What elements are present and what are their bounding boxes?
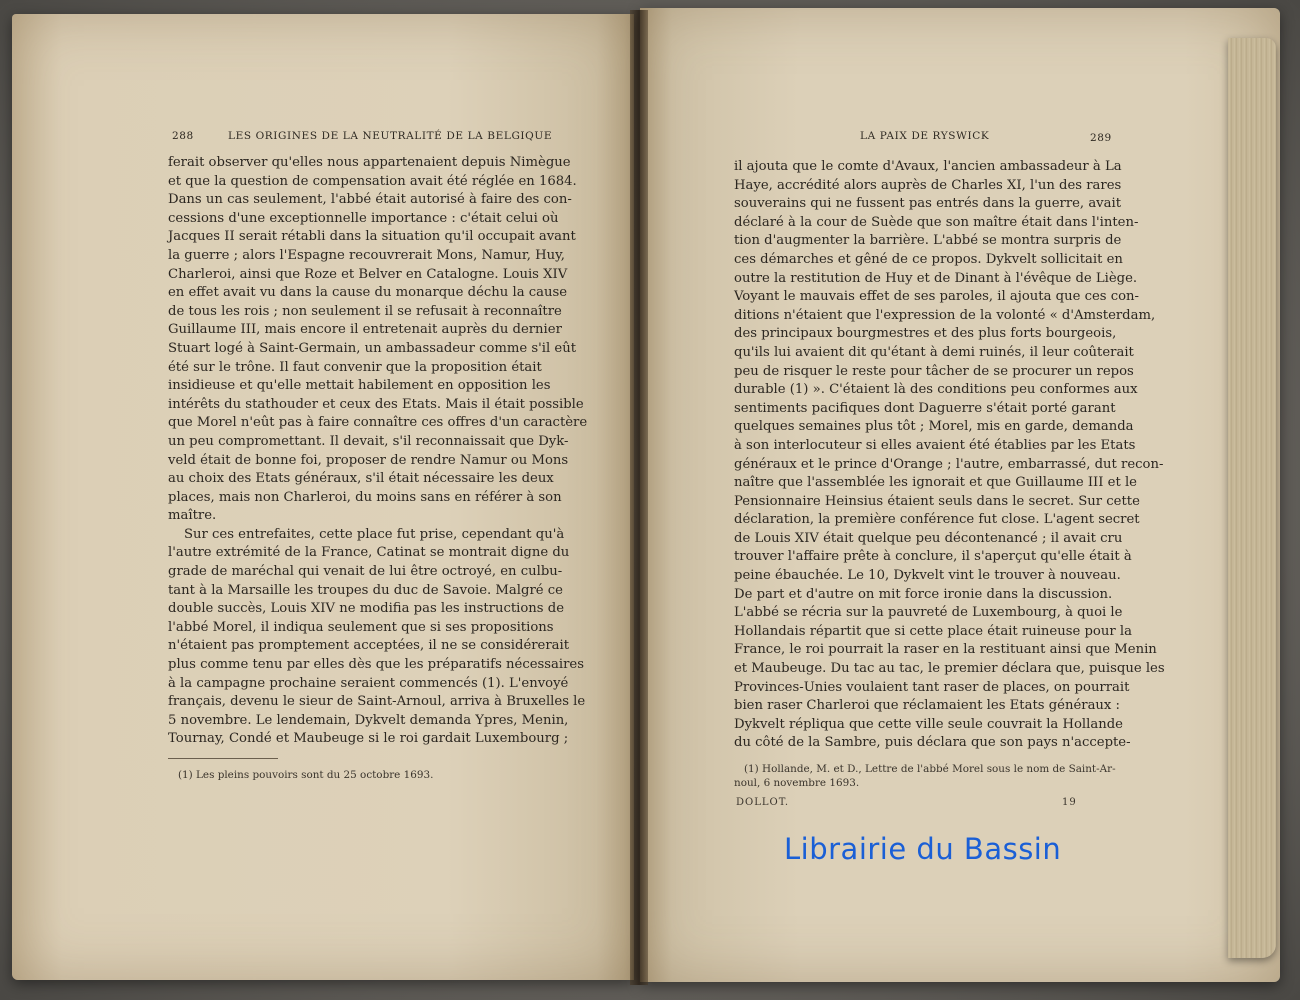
- text-line: peine ébauchée. Le 10, Dykvelt vint le trouver à nouveau.: [734, 568, 1121, 584]
- left-body-text: [168, 154, 588, 749]
- right-body-text: [734, 158, 1165, 753]
- text-line: que Morel n'eût pas à faire connaître ces offres d'un caractère: [168, 415, 588, 431]
- text-line: Pensionnaire Heinsius étaient seuls dans le secret. Sur cette: [734, 493, 1140, 509]
- text-line: et Maubeuge. Du tac au tac, le premier déclara que, puisque les: [734, 661, 1165, 677]
- text-line: Provinces-Unies voulaient tant raser de places, on pourrait: [734, 679, 1130, 695]
- left-running-head: LES ORIGINES DE LA NEUTRALITÉ DE LA BELGIQUE: [228, 130, 553, 142]
- text-line: Dykvelt répliqua que cette ville seule couvrait la Hollande: [734, 716, 1123, 732]
- text-line: au choix des Etats généraux, s'il était nécessaire les deux: [168, 471, 554, 487]
- text-line: France, le roi pourrait la raser en la restituant ainsi que Menin: [734, 642, 1157, 658]
- text-line: naître que l'assemblée les ignorait et que Guillaume III et le: [734, 475, 1137, 491]
- right-footnote-line-1: (1) Hollande, M. et D., Lettre de l'abbé Morel sous le nom de Saint-Ar-: [744, 763, 1116, 775]
- right-footnote-line-2: noul, 6 novembre 1693.: [734, 777, 860, 789]
- text-line: n'étaient pas promptement acceptées, il ne se considérerait: [168, 638, 570, 654]
- text-line: peu de risquer le reste pour tâcher de se procurer un repos: [734, 363, 1134, 379]
- text-line: cessions d'une exceptionnelle importance : c'était celui où: [168, 210, 559, 226]
- text-line: Guillaume III, mais encore il entretenait auprès du dernier: [168, 322, 562, 338]
- text-line: qu'ils lui avaient dit qu'étant à demi ruinés, il leur coûterait: [734, 344, 1134, 360]
- text-line: ces démarches et gêné de ce propos. Dykvelt sollicitait en: [734, 251, 1123, 267]
- text-line: Dans un cas seulement, l'abbé était autorisé à faire des con-: [168, 192, 572, 208]
- text-line: maître.: [168, 508, 217, 524]
- text-line: bien raser Charleroi que réclamaient les Etats généraux :: [734, 698, 1120, 714]
- text-line: De part et d'autre on mit force ironie dans la discussion.: [734, 586, 1113, 602]
- text-line: déclaration, la première conférence fut close. L'agent secret: [734, 512, 1140, 528]
- right-running-head: LA PAIX DE RYSWICK: [860, 130, 990, 142]
- text-line: quelques semaines plus tôt ; Morel, mis en garde, demanda: [734, 419, 1134, 435]
- text-line: été sur le trône. Il faut convenir que la proposition était: [168, 359, 542, 375]
- text-line: Tournay, Condé et Maubeuge si le roi gardait Luxembourg ;: [168, 731, 569, 747]
- text-line: Voyant le mauvais effet de ses paroles, il ajouta que ces con-: [734, 289, 1139, 305]
- page-edges: [1228, 38, 1276, 958]
- left-footnote-rule: [168, 758, 278, 759]
- text-line: outre la restitution de Huy et de Dinant à l'évêque de Liège.: [734, 270, 1138, 286]
- text-line: insidieuse et qu'elle mettait habilement en opposition les: [168, 378, 551, 394]
- text-line: l'abbé Morel, il indiqua seulement que si ses propositions: [168, 619, 554, 635]
- right-page-number: 289: [1090, 132, 1112, 144]
- text-line: Charleroi, ainsi que Roze et Belver en Catalogne. Louis XIV: [168, 266, 568, 282]
- book-gutter: [630, 10, 648, 985]
- text-line: trouver l'affaire prête à conclure, il s'aperçut qu'elle était à: [734, 549, 1132, 565]
- text-line: français, devenu le sieur de Saint-Arnoul, arriva à Bruxelles le: [168, 694, 586, 710]
- text-line: durable (1) ». C'étaient là des conditions peu conformes aux: [734, 382, 1138, 398]
- text-line: Sur ces entrefaites, cette place fut prise, cependant qu'à: [184, 526, 565, 542]
- text-line: et que la question de compensation avait été réglée en 1684.: [168, 173, 577, 189]
- text-line: généraux et le prince d'Orange ; l'autre, embarrassé, dut recon-: [734, 456, 1164, 472]
- text-line: souverains qui ne fussent pas entrés dans la guerre, avait: [734, 196, 1122, 212]
- text-line: la guerre ; alors l'Espagne recouvrerait Mons, Namur, Huy,: [168, 247, 565, 263]
- text-line: des principaux bourgmestres et des plus forts bourgeois,: [734, 326, 1117, 342]
- text-line: places, mais non Charleroi, du moins sans en référer à son: [168, 489, 562, 505]
- text-line: Hollandais répartit que si cette place était ruineuse pour la: [734, 623, 1132, 639]
- watermark-text: Librairie du Bassin: [784, 832, 1062, 866]
- author-signature: DOLLOT.: [736, 797, 790, 808]
- text-line: veld était de bonne foi, proposer de rendre Namur ou Mons: [168, 452, 569, 468]
- left-page-number: 288: [172, 130, 194, 142]
- text-line: ferait observer qu'elles nous appartenaient depuis Nimègue: [168, 155, 571, 170]
- text-line: ditions n'étaient que l'expression de la volonté « d'Amsterdam,: [734, 307, 1156, 323]
- text-line: Jacques II serait rétabli dans la situation qu'il occupait avant: [168, 229, 576, 245]
- signature-number: 19: [1062, 797, 1077, 808]
- text-line: du côté de la Sambre, puis déclara que son pays n'accepte-: [734, 735, 1131, 751]
- text-line: de tous les rois ; non seulement il se refusait à reconnaître: [168, 303, 562, 319]
- text-line: double succès, Louis XIV ne modifia pas les instructions de: [168, 601, 565, 617]
- text-line: L'abbé se récria sur la pauvreté de Luxembourg, à quoi le: [734, 605, 1123, 621]
- text-line: à son interlocuteur si elles avaient été établies par les Etats: [734, 437, 1136, 453]
- text-line: en effet avait vu dans la cause du monarque déchu la cause: [168, 285, 568, 301]
- text-line: intérêts du stathouder et ceux des Etats. Mais il était possible: [168, 396, 584, 412]
- text-line: tion d'augmenter la barrière. L'abbé se montra surpris de: [734, 233, 1122, 249]
- text-line: Haye, accrédité alors auprès de Charles XI, l'un des rares: [734, 177, 1122, 193]
- text-line: 5 novembre. Le lendemain, Dykvelt demanda Ypres, Menin,: [168, 712, 569, 728]
- text-line: il ajouta que le comte d'Avaux, l'ancien ambassadeur à La: [734, 159, 1122, 174]
- left-footnote: (1) Les pleins pouvoirs sont du 25 octobre 1693.: [178, 769, 434, 781]
- text-line: sentiments pacifiques dont Daguerre s'était porté garant: [734, 400, 1116, 416]
- text-line: de Louis XIV était quelque peu décontenancé ; il avait cru: [734, 530, 1123, 546]
- text-line: l'autre extrémité de la France, Catinat se montrait digne du: [168, 545, 570, 561]
- text-line: à la campagne prochaine seraient commencés (1). L'envoyé: [168, 675, 569, 691]
- text-line: plus comme tenu par elles dès que les préparatifs nécessaires: [168, 657, 585, 673]
- text-line: grade de maréchal qui venait de lui être octroyé, en culbu-: [168, 564, 563, 580]
- text-line: Stuart logé à Saint-Germain, un ambassadeur comme s'il eût: [168, 340, 577, 356]
- text-line: tant à la Marsaille les troupes du duc de Savoie. Malgré ce: [168, 582, 563, 598]
- text-line: déclaré à la cour de Suède que son maître était dans l'inten-: [734, 214, 1139, 230]
- text-line: un peu compromettant. Il devait, s'il reconnaissait que Dyk-: [168, 433, 569, 449]
